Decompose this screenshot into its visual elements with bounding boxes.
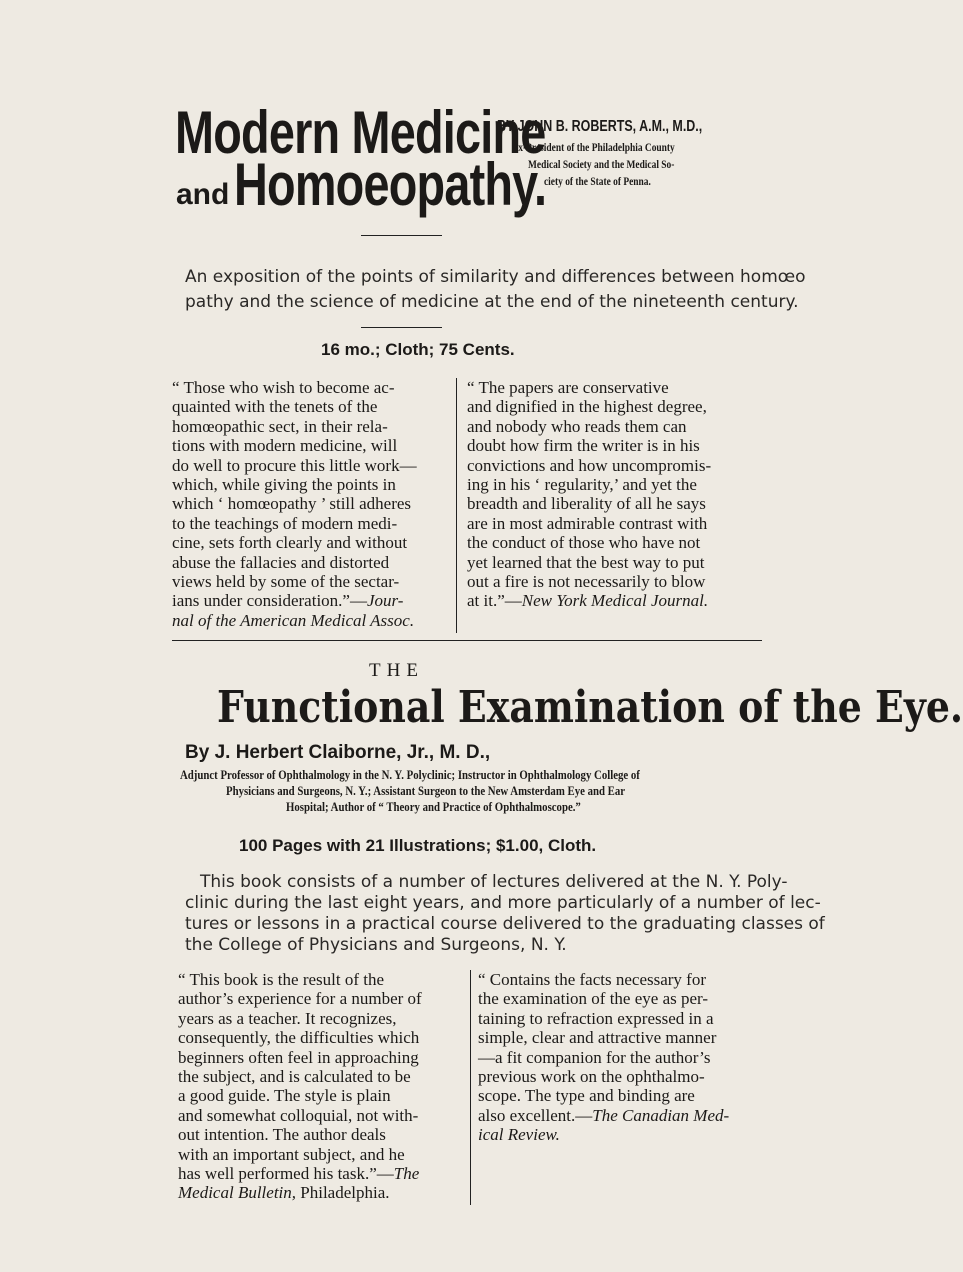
review-source: ical Review.: [478, 1125, 560, 1145]
review-line: the examination of the eye as per-: [478, 989, 709, 1009]
review-text: has well performed his task.”—: [178, 1164, 394, 1184]
book1-description-line: An exposition of the points of similarity and differences between homœo: [185, 267, 806, 287]
review-text: ians under consideration.”—: [172, 591, 367, 611]
book2-review-left: [178, 970, 422, 1203]
review-line: [172, 591, 417, 610]
review-line: yet learned that the best way to put: [467, 552, 705, 572]
review-line: to the teachings of modern medi-: [172, 513, 398, 533]
review-line: beginners often feel in approaching: [178, 1047, 419, 1067]
review-line: do well to procure this little work—: [172, 455, 417, 475]
review-line: “ Those who wish to become ac-: [172, 378, 395, 397]
review-source: New York Medical Journal.: [521, 591, 709, 611]
book1-review-right: [467, 378, 711, 611]
book2-description-line: the College of Physicians and Surgeons, N. Y.: [185, 935, 567, 955]
review-line: —a fit companion for the author’s: [478, 1047, 711, 1067]
review-line: author’s experience for a number of: [178, 989, 422, 1009]
review-line: out a fire is not necessarily to blow: [467, 572, 706, 592]
review-line: [178, 1183, 422, 1202]
section-rule: [172, 640, 762, 641]
review-line: [478, 1106, 729, 1125]
review-text: Philadelphia.: [296, 1183, 390, 1203]
review-line: breadth and liberality of all he says: [467, 494, 706, 514]
review-text: at it.”—: [467, 591, 522, 611]
review-line: doubt how firm the writer is in his: [467, 436, 700, 456]
book2-title: Functional Examination of the Eye.: [217, 682, 963, 733]
review-source: Jour-: [366, 591, 404, 611]
review-line: convictions and how uncompromis-: [467, 455, 712, 475]
review-line: cine, sets forth clearly and without: [172, 533, 408, 553]
book2-review-right: [478, 970, 729, 1145]
column-rule: [456, 378, 457, 633]
book-title-and: and: [176, 178, 230, 211]
review-line: previous work on the ophthalmo-: [478, 1067, 705, 1087]
book-title-line2: Homoeopathy.: [234, 151, 547, 218]
credentials-line: Hospital; Author of “ Theory and Practice of Ophthalmoscope.”: [286, 799, 581, 814]
review-line: and somewhat colloquial, not with-: [178, 1105, 419, 1125]
credentials-line: Adjunct Professor of Ophthalmology in the N. Y. Polyclinic; Instructor in Ophthalmology College of: [180, 767, 640, 782]
review-line: and dignified in the highest degree,: [467, 397, 707, 417]
book2-author: By J. Herbert Claiborne, Jr., M. D.,: [185, 742, 491, 763]
review-source: The Canadian Med-: [592, 1105, 730, 1125]
review-line: tions with modern medicine, will: [172, 436, 398, 456]
review-source: The: [393, 1164, 420, 1184]
review-line: [172, 611, 417, 630]
review-line: are in most admirable contrast with: [467, 513, 708, 533]
author-desc-line: Ex-President of the Philadelphia County: [512, 142, 675, 154]
the-label: THE: [369, 660, 424, 681]
review-text: also excellent.—: [478, 1105, 593, 1125]
review-line: the subject, and is calculated to be: [178, 1067, 411, 1087]
book-title-line1: Modern Medicine: [175, 99, 546, 166]
book2-description-line: This book consists of a number of lectures delivered at the N. Y. Poly-: [200, 872, 788, 892]
book1-price: 16 mo.; Cloth; 75 Cents.: [321, 340, 515, 359]
review-line: with an important subject, and he: [178, 1144, 405, 1164]
review-line: simple, clear and attractive manner: [478, 1028, 717, 1048]
review-line: [178, 1164, 422, 1183]
review-line: homœopathic sect, in their rela-: [172, 416, 388, 436]
review-line: taining to refraction expressed in a: [478, 1008, 714, 1028]
review-line: ing in his ‘ regularity,’ and yet the: [467, 475, 697, 495]
review-line: “ The papers are conservative: [467, 378, 669, 397]
review-line: [467, 591, 711, 610]
review-line: which ‘ homœopathy ’ still adheres: [172, 494, 412, 514]
review-line: scope. The type and binding are: [478, 1086, 695, 1106]
review-line: out intention. The author deals: [178, 1125, 386, 1145]
review-line: and nobody who reads them can: [467, 416, 687, 436]
review-line: which, while giving the points in: [172, 475, 396, 495]
review-line: [478, 1125, 729, 1144]
book1-review-left: [172, 378, 417, 630]
review-source: Medical Bulletin,: [178, 1183, 297, 1203]
review-source: nal of the: [172, 610, 241, 630]
author-desc-line: ciety of the State of Penna.: [544, 176, 651, 188]
credentials-line: Physicians and Surgeons, N. Y.; Assistant Surgeon to the New Amsterdam Eye and Ear: [226, 783, 626, 798]
review-line: abuse the fallacies and distorted: [172, 552, 390, 572]
divider-rule: [361, 327, 442, 328]
author-desc-line: Medical Society and the Medical So-: [528, 159, 675, 171]
review-line: consequently, the difficulties which: [178, 1028, 420, 1048]
review-line: “ Contains the facts necessary for: [478, 970, 706, 989]
book1-description-line: pathy and the science of medicine at the end of the nineteenth century.: [185, 292, 799, 312]
book2-description-line: clinic during the last eight years, and more particularly of a number of lec-: [185, 893, 821, 913]
review-line: “ This book is the result of the: [178, 970, 385, 989]
review-line: the conduct of those who have not: [467, 533, 701, 553]
review-line: quainted with the tenets of the: [172, 397, 378, 417]
review-line: a good guide. The style is plain: [178, 1086, 391, 1106]
author-name: BY JOHN B. ROBERTS, A.M., M.D.,: [497, 118, 703, 135]
review-line: views held by some of the sectar-: [172, 572, 400, 592]
review-line: years as a teacher. It recognizes,: [178, 1008, 397, 1028]
book2-price: 100 Pages with 21 Illustrations; $1.00, Cloth.: [239, 836, 597, 855]
book2-description-line: tures or lessons in a practical course delivered to the graduating classes of: [185, 914, 825, 934]
column-rule: [470, 970, 471, 1205]
divider-rule: [361, 235, 442, 236]
review-source: American Medical Assoc.: [240, 610, 415, 630]
